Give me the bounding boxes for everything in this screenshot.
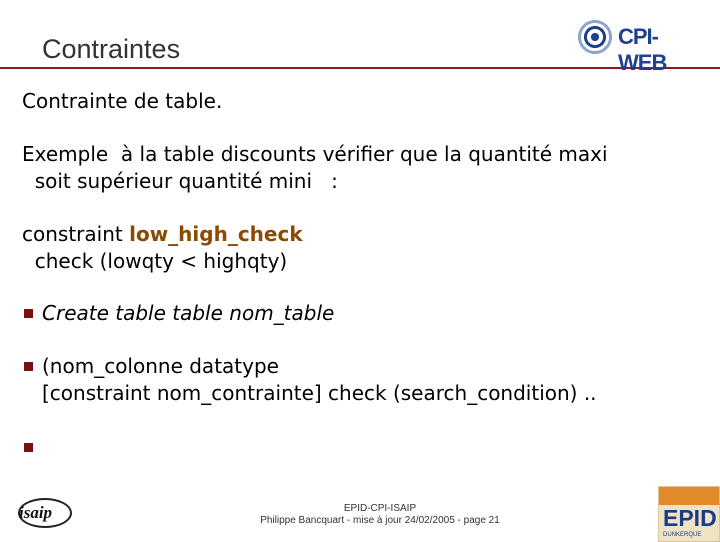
line-exemple-a: Exemple à la table discounts vérifier que la quantité maxi [22,142,608,166]
cpi-web-logo-text: CPI-WEB [618,24,667,75]
bullet-marker-1 [24,309,33,318]
code-constraint-line [22,221,303,247]
footer [220,503,540,527]
line-exemple-b: soit supérieur quantité mini : [22,169,338,193]
target-icon [576,18,614,56]
line-contrainte-table: Contrainte de table. [22,89,223,113]
code-keyword: constraint [22,222,130,246]
bullet-colonne-b: [constraint nom_contrainte] check (search_condition) .. [42,381,597,405]
footer-line-2: Philippe Bancquart - mise à jour 24/02/2005 - page 21 [260,515,500,526]
epid-logo [658,486,720,542]
code-check-line: check (lowqty < highqty) [22,249,288,273]
epid-logo-text: EPID [663,505,717,531]
title-rule [0,67,720,69]
constraint-name: low_high_check [129,222,303,246]
bullet-create-table: Create table table nom_table [42,301,335,325]
bullet-colonne-a: (nom_colonne datatype [42,354,279,378]
slide-title: Contraintes [42,34,181,64]
footer-line-1: EPID-CPI-ISAIP [343,503,417,514]
isaip-logo-text: isaip [19,503,53,522]
bullet-marker-2 [24,362,33,371]
isaip-logo [14,494,72,536]
bullet-marker-3 [24,443,33,452]
epid-logo-sub: DUNKERQUE [663,532,702,538]
cpi-web-logo [574,14,706,75]
epid-band [659,487,719,505]
